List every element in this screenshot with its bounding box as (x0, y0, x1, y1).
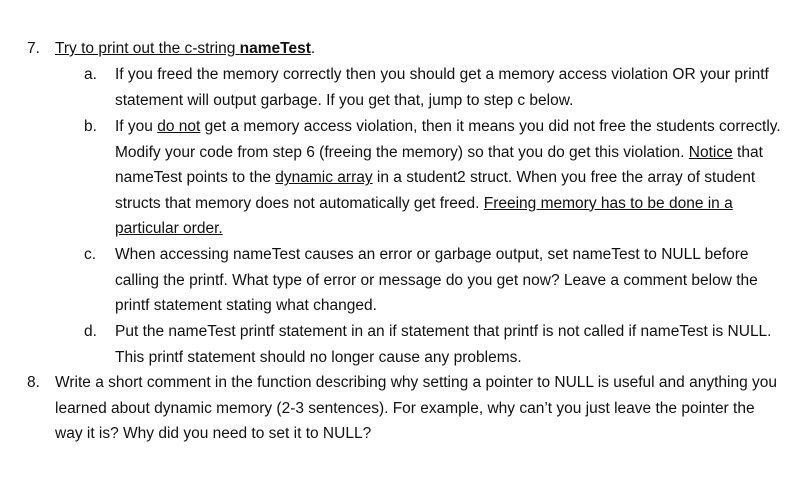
sub-item-text: Put the nameTest printf statement in an if statement that printf is not called if nameTest is NULL. This printf statement should no longer cause any problems. (115, 323, 772, 366)
underlined-text: do not (157, 118, 201, 135)
list-number: 7. (27, 40, 40, 57)
text-segment: in a student2 struct. When you free the array of student structs that memory does not automatically get freed. (115, 169, 756, 212)
underlined-text: dynamic array (275, 169, 373, 187)
text-segment: that nameTest points to the (115, 143, 763, 187)
text-segment: get a memory access violation, then it means you did not free the students correctly. Modify your code from step 6 (freeing the memory) so that you do get this violation. (115, 118, 781, 161)
underlined-instruction (55, 40, 311, 57)
sub-letter: a. (84, 66, 97, 83)
variable-name: nameTest (239, 40, 311, 57)
period: . (310, 40, 316, 57)
sub-letter: c. (84, 246, 97, 263)
sub-item-text (115, 114, 783, 242)
sub-letter: b. (84, 118, 97, 135)
item-text: Write a short comment in the function describing why setting a pointer to NULL is useful and anything you learned about dynamic memory (2-3 sentences). For example, why can’t you just leave the pointer the way it is? Why did you need to set it to NULL? (55, 374, 777, 443)
instruction-text: Try to print out the c-string (55, 40, 240, 57)
item-text (55, 36, 315, 62)
underlined-text: Freeing memory has to be done in a particular order. (115, 194, 733, 238)
sub-letter: d. (84, 323, 97, 340)
underlined-text: Notice (688, 143, 733, 161)
text-segment: If you (115, 118, 158, 135)
sub-item-text: When accessing nameTest causes an error or garbage output, set nameTest to NULL before calling the printf. What type of error or message do you get now? Leave a comment below the printf statement stating what changed. (115, 246, 758, 315)
sub-item-text: If you freed the memory correctly then you should get a memory access violation OR your printf statement will output garbage. If you get that, jump to step c below. (115, 66, 769, 109)
list-number: 8. (27, 374, 40, 391)
